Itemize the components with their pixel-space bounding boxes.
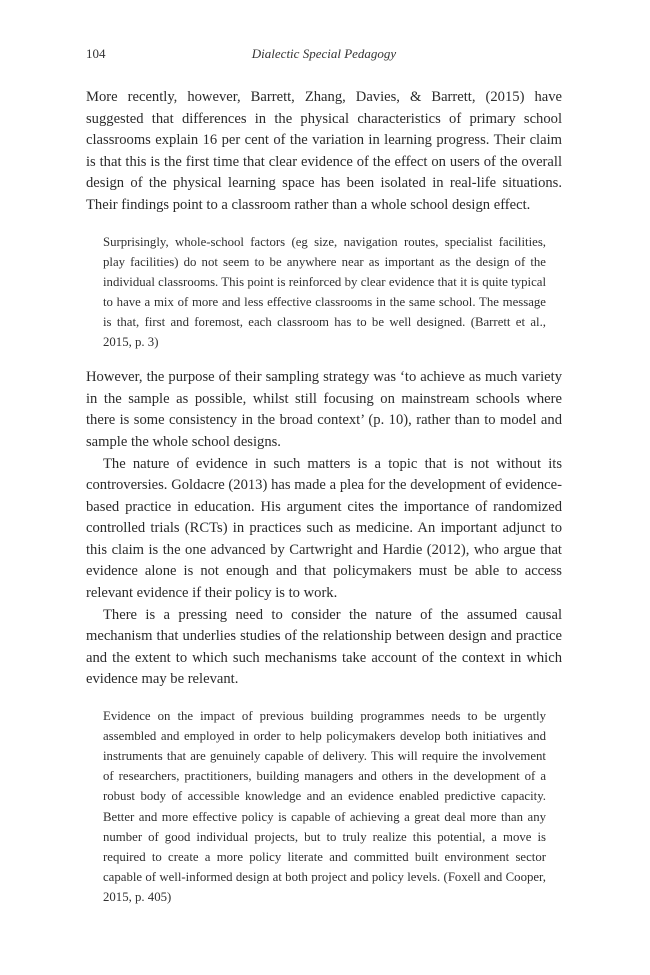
block-quote: Surprisingly, whole-school factors (eg size, navigation routes, specialist facilities, play facilities) do not seem to be anywhere near as important as the design of the individual classrooms. This point is reinforced by clear evidence that it is quite typical to have a mix of more and less effective classrooms in the same school. The message is that, first and foremost, each classroom has to be well designed. (Barrett et al., 2015, p. 3) xyxy=(103,234,546,350)
running-title: Dialectic Special Pedagogy xyxy=(251,46,397,61)
body-text xyxy=(86,87,562,907)
paragraph: The nature of evidence in such matters is a topic that is not without its controversies. Goldacre (2013) has made a plea for the development of evidence-based practice in education. His argument cites the importance of randomized controlled trials (RCTs) in practices such as medicine. An important adjunct to this claim is the one advanced by Cartwright and Hardie (2012), who argue that evidence alone is not enough and that policymakers must be able to access relevant evidence if their policy is to work. xyxy=(86,455,562,602)
paragraph: However, the purpose of their sampling strategy was ‘to achieve as much variety in the sample as possible, whilst still focusing on mainstream schools where there is some consistency in the broad context’ (p. 10), rather than to model and sample the whole school designs. xyxy=(86,369,562,450)
block-quote: Evidence on the impact of previous building programmes needs to be urgently assembled and employed in order to help policymakers develop both initiatives and instruments that are genuinely capable of delivery. This will require the involvement of researchers, practitioners, building managers and others in the development of a robust body of accessible knowledge and an evidence enabled predictive capacity. Better and more effective policy is capable of achieving a great deal more than any number of good individual projects, but to truly realize this potential, a move is required to create a more policy literate and committed built environment sector capable of well-informed design at both project and policy levels. (Foxell and Cooper, 2015, p. 405) xyxy=(103,709,546,904)
page-number: 104 xyxy=(86,46,106,61)
running-head xyxy=(86,46,562,66)
paragraph: More recently, however, Barrett, Zhang, Davies, & Barrett, (2015) have suggested that differences in the physical characteristics of primary school classrooms explain 16 per cent of the variation in learning progress. Their claim is that this is the first time that clear evidence of the effect on users of the overall design of the physical learning space has been isolated in real-life situations. Their findings point to a classroom rather than a whole school design effect. xyxy=(86,89,562,213)
paragraph: There is a pressing need to consider the nature of the assumed causal mechanism that underlies studies of the relationship between design and practice and the extent to which such mechanisms take account of the context in which evidence may be relevant. xyxy=(86,606,562,688)
